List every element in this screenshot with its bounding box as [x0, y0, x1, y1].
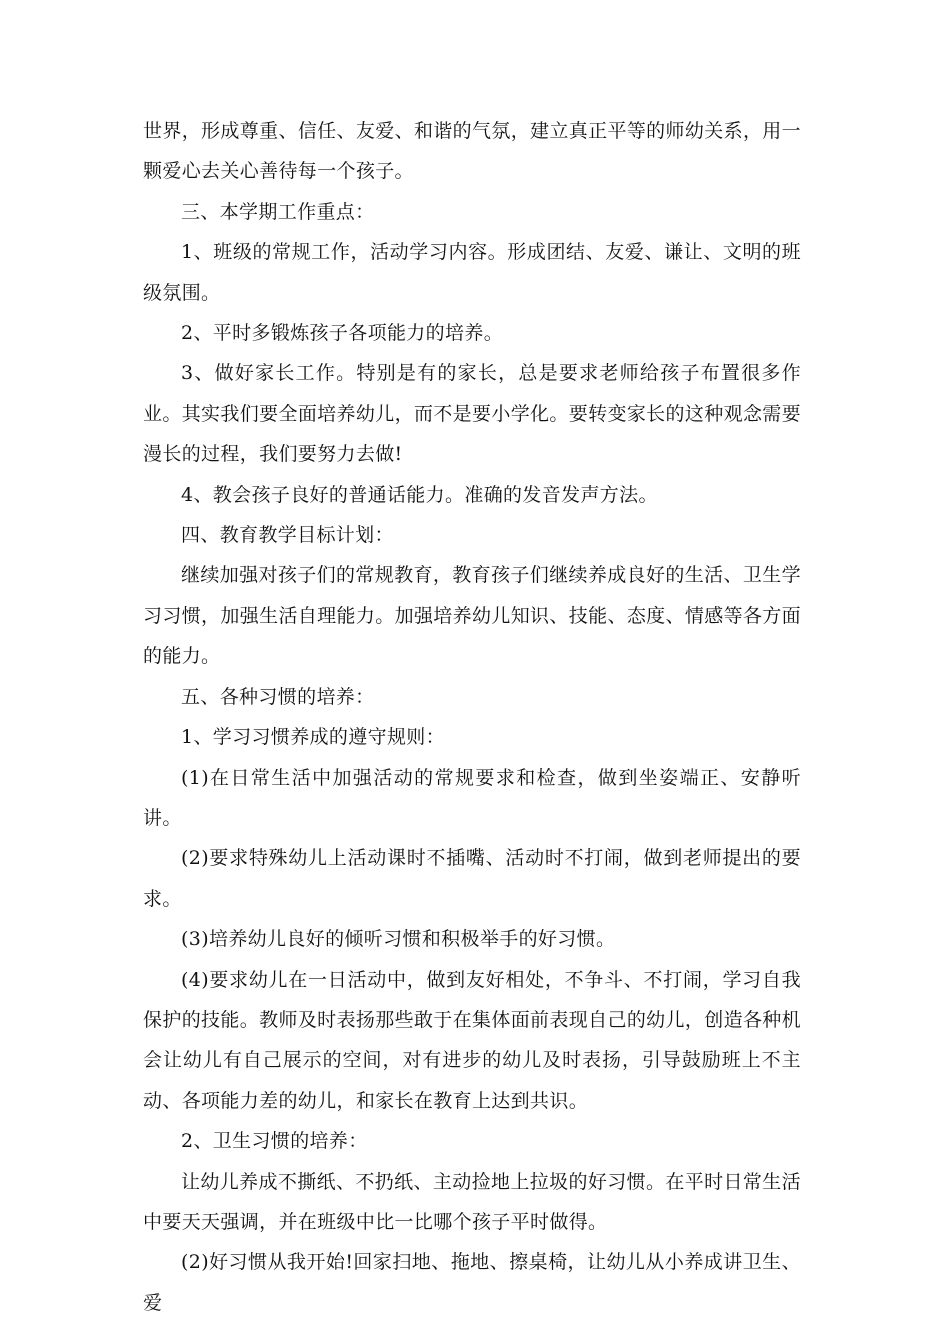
paragraph: 继续加强对孩子们的常规教育，教育孩子们继续养成良好的生活、卫生学习习惯，加强生活自理能力。加强培养幼儿知识、技能、态度、情感等各方面的能力。 — [143, 564, 801, 668]
list-item: (1)在日常生活中加强活动的常规要求和检查，做到坐姿端正、安静听讲。 — [143, 766, 801, 829]
subsection-heading: 1、学习习惯养成的遵守规则： — [181, 726, 445, 749]
paragraph: 2、平时多锻炼孩子各项能力的培养。 — [181, 322, 504, 345]
section-heading: 三、本学期工作重点： — [181, 200, 375, 223]
section-heading: 四、教育教学目标计划： — [181, 524, 394, 547]
document-body — [143, 111, 801, 1323]
list-item: (2)好习惯从我开始!回家扫地、拖地、擦桌椅，让幼儿从小养成讲卫生、爱 — [143, 1251, 801, 1314]
paragraph: 让幼儿养成不撕纸、不扔纸、主动捡地上拉圾的好习惯。在平时日常生活中要天天强调，并在班级中比一比哪个孩子平时做得。 — [143, 1170, 801, 1233]
paragraph: 4、教会孩子良好的普通话能力。准确的发音发声方法。 — [181, 483, 658, 506]
list-item: (2)要求特殊幼儿上活动课时不插嘴、活动时不打闹，做到老师提出的要求。 — [143, 847, 801, 910]
paragraph: 1、班级的常规工作，活动学习内容。形成团结、友爱、谦让、文明的班级氛围。 — [143, 241, 801, 304]
subsection-heading: 2、卫生习惯的培养： — [181, 1130, 368, 1153]
section-heading: 五、各种习惯的培养： — [181, 685, 375, 708]
paragraph: 世界，形成尊重、信任、友爱、和谐的气氛，建立真正平等的师幼关系，用一颗爱心去关心善待每一个孩子。 — [143, 120, 801, 183]
list-item: (4)要求幼儿在一日活动中，做到友好相处，不争斗、不打闹，学习自我保护的技能。教师及时表扬那些敢于在集体面前表现自己的幼儿，创造各种机会让幼儿有自己展示的空间，对有进步的幼儿及时表扬，引导鼓励班上不主动、各项能力差的幼儿，和家长在教育上达到共识。 — [143, 968, 801, 1112]
list-item: (3)培养幼儿良好的倾听习惯和积极举手的好习惯。 — [181, 928, 616, 951]
paragraph: 3、做好家长工作。特别是有的家长，总是要求老师给孩子布置很多作业。其实我们要全面培养幼儿，而不是要小学化。要转变家长的这种观念需要漫长的过程，我们要努力去做! — [143, 362, 801, 466]
